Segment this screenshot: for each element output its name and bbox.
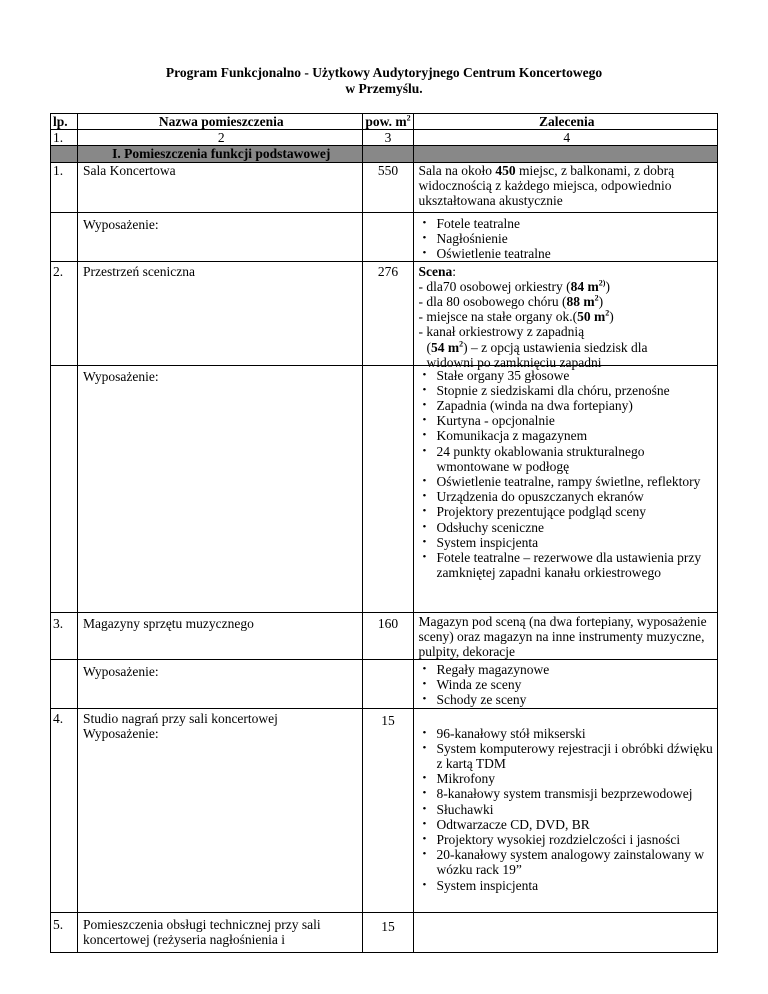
list-item: • 20-kanałowy system analogowy zainstalowany w wózku rack 19” bbox=[432, 847, 715, 877]
list-item: • Mikrofony bbox=[432, 771, 715, 786]
list-item: • Projektory wysokiej rozdzielczości i jasności bbox=[432, 832, 715, 847]
list-item: • Oświetlenie teatralne, rampy świetlne, reflektory bbox=[432, 474, 715, 489]
table-row bbox=[50, 709, 718, 913]
title-line-1: Program Funkcjonalno - Użytkowy Audytoryjnego Centrum Koncertowego bbox=[165, 65, 603, 80]
row-description: Scena: - dla70 osobowej orkiestry (84 $m^{2)}$) - dla 80 osobowego chóru (88 $m^2$) - miejsce na stałe organy ok.(50 $m^2$) - kanał orkiestrowy z zapadnią (54 $m^2$) – z opcją ustawienia siedzisk dla widowni po zamknięciu zapadni bbox=[413, 262, 717, 365]
number-cell-4: 4 bbox=[413, 130, 717, 145]
row-lp: 3. bbox=[50, 613, 77, 659]
list-item: • System inspicjenta bbox=[432, 535, 715, 550]
list-item: • 96-kanałowy stół mikserski bbox=[432, 726, 715, 741]
row-lp: 4. bbox=[50, 709, 77, 912]
list-item: • Odtwarzacze CD, DVD, BR bbox=[432, 817, 715, 832]
equipment-list bbox=[413, 366, 717, 612]
header-recommendations: Zalecenia bbox=[413, 114, 717, 129]
list-item: • Kurtyna - opcjonalnie bbox=[432, 413, 715, 428]
list-item: • System komputerowy rejestracji i obróbki dźwięku z kartą TDM bbox=[432, 741, 715, 771]
list-item: • Schody ze sceny bbox=[432, 692, 715, 707]
equipment-list bbox=[413, 709, 717, 912]
table-row bbox=[50, 913, 718, 953]
row-name-cell bbox=[77, 709, 362, 912]
table-row bbox=[50, 213, 718, 262]
title-line-2: w Przemyślu. bbox=[345, 81, 423, 96]
equipment-label: Wyposażenie: bbox=[77, 660, 362, 708]
row-description: Sala na około 450 miejsc, z balkonami, z dobrą widocznością z każdego miejsca, odpowiednio ukształtowana akustycznie bbox=[413, 163, 717, 212]
equipment-label: Wyposażenie: bbox=[77, 213, 362, 261]
header-name: Nazwa pomieszczenia bbox=[77, 114, 362, 129]
header-lp: lp. bbox=[50, 114, 77, 129]
row-lp: 2. bbox=[50, 262, 77, 365]
list-item: • Stopnie z siedziskami dla chóru, przenośne bbox=[432, 383, 715, 398]
list-item: • Projektory prezentujące podgląd sceny bbox=[432, 504, 715, 519]
list-item: • Urządzenia do opuszczanych ekranów bbox=[432, 489, 715, 504]
list-item: • Odsłuchy sceniczne bbox=[432, 520, 715, 535]
row-area: 15 bbox=[362, 709, 414, 912]
table-row bbox=[50, 366, 718, 613]
number-cell-3: 3 bbox=[362, 130, 414, 145]
row-area: 550 bbox=[362, 163, 414, 212]
list-item: • Stałe organy 35 głosowe bbox=[432, 368, 715, 383]
list-item: • Komunikacja z magazynem bbox=[432, 428, 715, 443]
document-title bbox=[0, 65, 768, 97]
list-item: • Winda ze sceny bbox=[432, 677, 715, 692]
equipment-list bbox=[413, 660, 717, 708]
list-item: • System inspicjenta bbox=[432, 878, 715, 893]
header-area: pow. $m^2$ bbox=[362, 114, 414, 129]
row-area: 160 bbox=[362, 613, 414, 659]
table-row bbox=[50, 660, 718, 709]
table-row bbox=[50, 613, 718, 660]
row-name: Magazyny sprzętu muzycznego bbox=[77, 613, 362, 659]
list-item: • Zapadnia (winda na dwa fortepiany) bbox=[432, 398, 715, 413]
section-heading-row bbox=[50, 146, 718, 162]
row-name: Przestrzeń sceniczna bbox=[77, 262, 362, 365]
equipment-label: Wyposażenie: bbox=[77, 366, 362, 612]
list-item: • Oświetlenie teatralne bbox=[432, 246, 715, 261]
table-row bbox=[50, 262, 718, 370]
row-area: 15 bbox=[362, 913, 414, 952]
section-heading: I. Pomieszczenia funkcji podstawowej bbox=[77, 146, 362, 161]
list-item: • Fotele teatralne – rezerwowe dla ustawienia przy zamkniętej zapadni kanału orkiestrowego bbox=[432, 550, 715, 580]
list-item: • Nagłośnienie bbox=[432, 231, 715, 246]
list-item: • Regały magazynowe bbox=[432, 662, 715, 677]
row-name: Sala Koncertowa bbox=[77, 163, 362, 212]
list-item: • Słuchawki bbox=[432, 802, 715, 817]
table-number-row bbox=[50, 130, 718, 146]
number-cell-1: 1. bbox=[50, 130, 77, 145]
list-item: • Fotele teatralne bbox=[432, 216, 715, 231]
program-table bbox=[50, 113, 718, 953]
table-row bbox=[50, 163, 718, 213]
equipment-label: Wyposażenie: bbox=[82, 725, 159, 741]
row-name: Pomieszczenia obsługi technicznej przy sali koncertowej (reżyseria nagłośnienia i bbox=[77, 913, 362, 952]
row-lp: 5. bbox=[50, 913, 77, 952]
list-item: • 24 punkty okablowania strukturalnego wmontowane w podłogę bbox=[432, 444, 715, 474]
equipment-list bbox=[413, 213, 717, 261]
row-name: Studio nagrań przy sali koncertowej bbox=[82, 710, 278, 726]
row-description: Magazyn pod sceną (na dwa fortepiany, wyposażenie sceny) oraz magazyn na inne instrumenty muzyczne, pulpity, dekoracje bbox=[413, 613, 717, 659]
number-cell-2: 2 bbox=[77, 130, 362, 145]
row-area: 276 bbox=[362, 262, 414, 365]
list-item: • 8-kanałowy system transmisji bezprzewodowej bbox=[432, 786, 715, 801]
table-header-row bbox=[50, 113, 718, 130]
row-lp: 1. bbox=[50, 163, 77, 212]
